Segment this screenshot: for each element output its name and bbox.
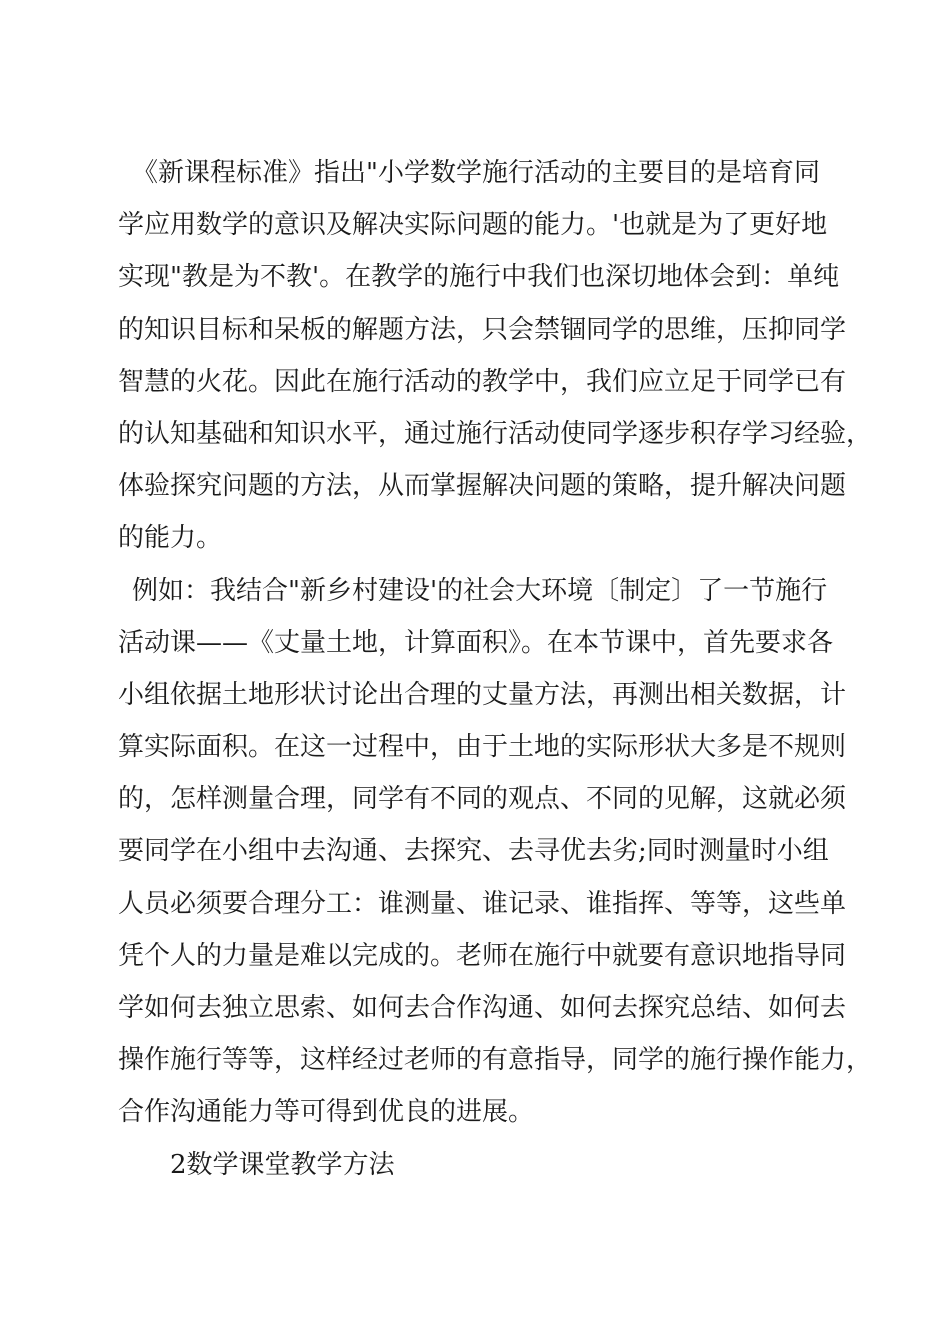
text-line: 体验探究问题的方法，从而掌握解决问题的策略，提升解决问题 — [118, 471, 847, 502]
text-line: 智慧的火花。因此在施行活动的教学中，我们应立足于同学已有 — [118, 366, 847, 397]
section-heading: 2数学课堂教学方法 — [170, 1149, 395, 1180]
text-line: 人员必须要合理分工：谁测量、谁记录、谁指挥、等等，这些单 — [118, 888, 847, 919]
text-line: 算实际面积。在这一过程中，由于土地的实际形状大多是不规则 — [118, 732, 847, 763]
text-line: 要同学在小组中去沟通、去探究、去寻优去劣;同时测量时小组 — [118, 836, 829, 867]
text-line: 《新课程标准》指出"小学数学施行活动的主要目的是培育同 — [132, 158, 820, 188]
document-body — [118, 147, 873, 1191]
text-line: 凭个人的力量是难以完成的。老师在施行中就要有意识地指导同 — [118, 940, 847, 971]
text-line: 实现"教是为不教'。在教学的施行中我们也深切地体会到：单纯 — [118, 262, 840, 293]
text-line: 合作沟通能力等可得到优良的进展。 — [118, 1097, 535, 1128]
text-line: 小组依据土地形状讨论出合理的丈量方法，再测出相关数据，计 — [118, 679, 847, 710]
text-line: 的能力。 — [118, 523, 223, 554]
text-line: 的认知基础和知识水平，通过施行活动使同学逐步积存学习经验， — [118, 418, 873, 449]
paragraph-2 — [118, 565, 873, 1139]
text-line: 活动课——《丈量土地，计算面积》。在本节课中，首先要求各 — [118, 627, 834, 658]
text-line: 操作施行等等，这样经过老师的有意指导，同学的施行操作能力， — [118, 1045, 873, 1076]
text-line: 的知识目标和呆板的解题方法，只会禁锢同学的思维，压抑同学 — [118, 314, 847, 345]
text-line: 例如：我结合"新乡村建设'的社会大环境〔制定〕了一节施行 — [132, 575, 828, 606]
text-line: 学如何去独立思索、如何去合作沟通、如何去探究总结、如何去 — [118, 993, 847, 1023]
paragraph-1 — [118, 147, 873, 565]
text-line: 学应用数学的意识及解决实际问题的能力。'也就是为了更好地 — [118, 210, 828, 241]
text-line: 的，怎样测量合理，同学有不同的观点、不同的见解，这就必须 — [118, 784, 847, 815]
